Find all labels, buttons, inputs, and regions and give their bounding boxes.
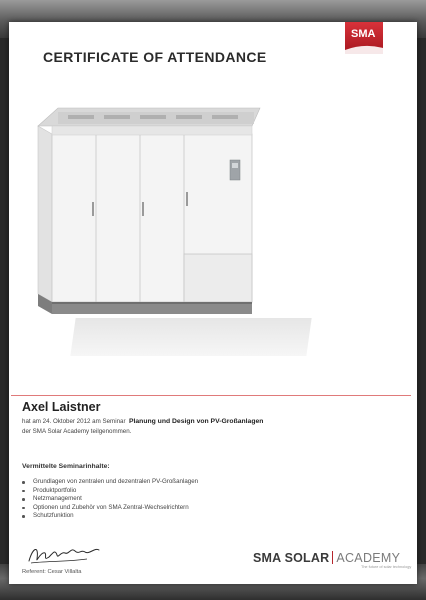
seminar-title: Planung und Design von PV-Großanlagen xyxy=(128,418,264,425)
certificate-title: CERTIFICATE OF ATTENDANCE xyxy=(43,49,267,65)
list-item: Produktportfolio xyxy=(22,487,198,496)
signature-image xyxy=(25,541,115,567)
referent-label: Referent: Cesar Villalta xyxy=(22,569,82,575)
list-item: Schutzfunktion xyxy=(22,512,198,521)
attendance-statement-line2: der SMA Solar Academy teilgenommen. xyxy=(22,428,132,435)
inverter-cabinet-image xyxy=(34,104,266,316)
academy-logo-light: ACADEMY xyxy=(336,551,401,565)
sma-logo xyxy=(345,22,383,54)
logo-separator xyxy=(332,551,333,564)
divider-line xyxy=(11,395,411,396)
academy-logo-bold: SMA SOLAR xyxy=(253,551,330,565)
academy-tagline: The future of solar technology xyxy=(361,565,412,569)
sma-logo-text: SMA xyxy=(351,28,376,40)
topics-list xyxy=(22,478,198,521)
list-item: Grundlagen von zentralen und dezentralen PV-Großanlagen xyxy=(22,478,198,487)
logo-swoosh-icon xyxy=(345,44,383,54)
list-item: Optionen und Zubehör von SMA Zentral-Wechselrichtern xyxy=(22,504,198,513)
list-item: Netzmanagement xyxy=(22,495,198,504)
attendance-date-text: hat am 24. Oktober 2012 am Seminar xyxy=(22,418,126,425)
floor-shadow xyxy=(70,318,311,356)
topics-heading: Vermittelte Seminarinhalte: xyxy=(22,463,110,470)
certificate-sheet xyxy=(9,22,417,584)
attendance-statement xyxy=(22,418,263,425)
attendee-name: Axel Laistner xyxy=(22,400,101,414)
